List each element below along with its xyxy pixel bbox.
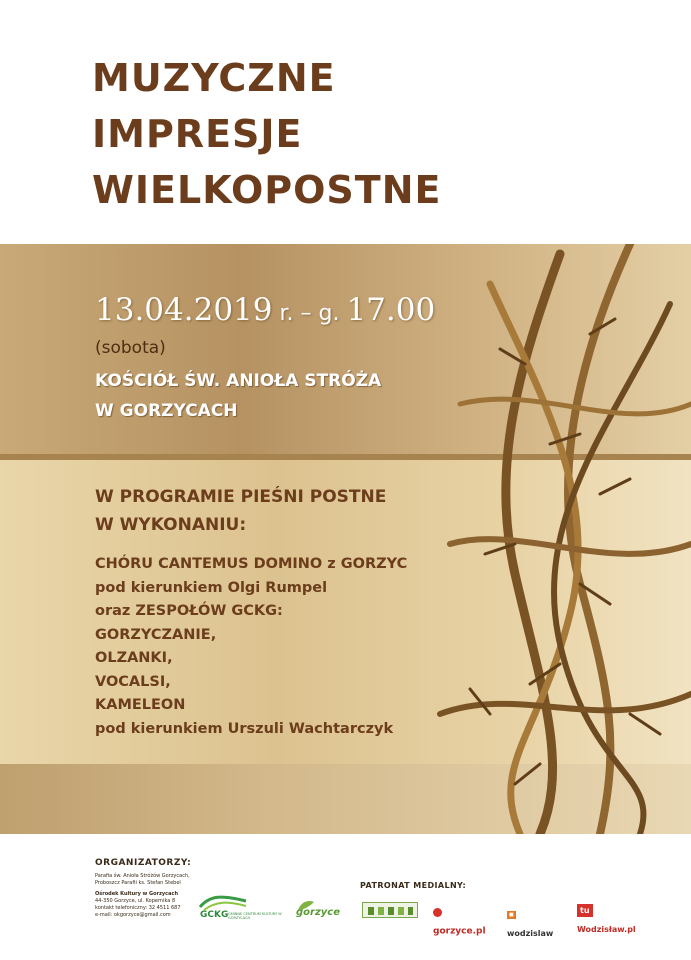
center-phone: kontakt telefoniczny: 32 4511 687	[95, 905, 181, 911]
event-time: 17.00	[346, 292, 436, 328]
parish-line-2: Proboszcz Parafii ks. Stefan Stebel	[95, 880, 181, 886]
crown-of-thorns-illustration	[430, 244, 691, 834]
poster-title	[92, 50, 441, 218]
performer-line: GORZYCZANIE,	[95, 626, 217, 643]
event-date-suffix: r. – g.	[272, 301, 347, 326]
performer-line: CHÓRU CANTEMUS DOMINO z GORZYC	[95, 556, 408, 572]
center-email: e-mail: okgorzyce@gmail.com	[95, 912, 171, 918]
title-line-3: WIELKOPOSTNE	[92, 168, 442, 212]
wodzislaw-badge-icon: ■	[509, 911, 514, 918]
performer-line: VOCALSI,	[95, 673, 171, 690]
venue-line-2: W GORZYCACH	[95, 401, 238, 421]
gorzyce-municipality-logo	[296, 897, 351, 921]
gckg-logo	[198, 893, 288, 923]
event-date-time	[95, 292, 435, 328]
gorzyce-pl-logo	[433, 902, 495, 937]
media-patronage-heading: PATRONAT MEDIALNY:	[360, 881, 467, 890]
performer-line: pod kierunkiem Olgi Rumpel	[95, 579, 328, 596]
center-name: Ośrodek Kultury w Gorzycach	[95, 891, 179, 897]
gckg-wave-icon	[198, 893, 248, 911]
wodzislaw-text: wodzislaw	[507, 929, 554, 938]
tu-badge-icon: tu	[577, 904, 593, 917]
wodzislaw-logo	[507, 904, 567, 938]
program-performers	[95, 553, 407, 741]
gorzyce-logo-text: gorzyce	[296, 907, 341, 918]
performer-line: pod kierunkiem Urszuli Wachtarczyk	[95, 720, 394, 737]
center-address: 44-350 Gorzyce, ul. Kopernika 8	[95, 898, 176, 904]
gckg-logo-text: GCKG	[200, 910, 229, 920]
organizers-block	[95, 858, 191, 919]
gorzyce-pl-dot-icon	[433, 908, 442, 917]
event-day: (sobota)	[95, 338, 166, 358]
venue-line-1: KOŚCIÓŁ ŚW. ANIOŁA STRÓŻA	[95, 371, 382, 391]
performer-line: KAMELEON	[95, 697, 186, 713]
gckg-logo-subtext: GMINNE CENTRUM KULTURY W GORZYCACH	[228, 912, 282, 920]
program-heading-line-1: W PROGRAMIE PIEŚNI POSTNE	[95, 487, 387, 507]
program-heading-line-2: W WYKONANIU:	[95, 515, 247, 535]
parish-line-1: Parafia św. Anioła Stróżów Gorzycach,	[95, 873, 190, 879]
organizers-heading: ORGANIZATORZY:	[95, 858, 192, 868]
media-logo-1-graphic	[363, 904, 417, 918]
tu-wodzislaw-logo	[577, 900, 649, 934]
event-date: 13.04.2019	[95, 292, 273, 328]
performer-line: OLZANKI,	[95, 650, 173, 666]
background-band	[0, 244, 691, 834]
organizers-details	[95, 873, 191, 919]
tu-wodzislaw-text: Wodzisław.pl	[577, 925, 636, 934]
event-venue	[95, 366, 381, 426]
performer-line: oraz ZESPOŁÓW GCKG:	[95, 603, 283, 619]
title-line-1: MUZYCZNE	[92, 56, 336, 100]
program-heading	[95, 483, 386, 539]
gorzyce-pl-text: gorzyce.pl	[433, 926, 486, 937]
title-line-2: IMPRESJE	[92, 112, 303, 156]
media-logo-1	[362, 902, 418, 918]
